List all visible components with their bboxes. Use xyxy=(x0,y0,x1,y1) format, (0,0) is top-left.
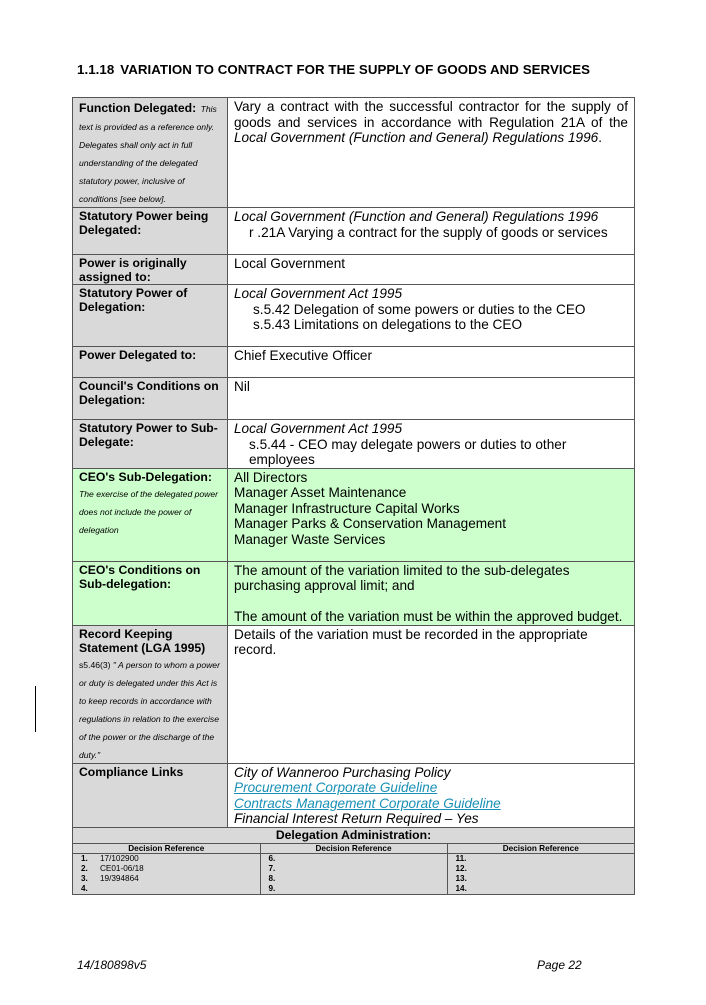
function-regulation: Local Government (Function and General) Regulations 1996 xyxy=(234,130,599,145)
council-conditions-label-cell xyxy=(73,378,228,420)
ceo-condition-2: The amount of the variation must be within the approved budget. xyxy=(234,609,623,624)
decision-value xyxy=(475,854,635,864)
sub-delegate-label: Statutory Power to Sub-Delegate: xyxy=(79,421,218,449)
sub-delegate-value xyxy=(228,420,635,469)
decision-value: CE01-06/18 xyxy=(100,864,144,873)
sub-delegate-item: All Directors xyxy=(234,469,308,485)
decision-number: 11. xyxy=(455,854,467,863)
procurement-guideline-link[interactable]: Procurement Corporate Guideline xyxy=(234,780,438,795)
delegation-administration-title: Delegation Administration: xyxy=(73,827,635,843)
ceo-conditions-label: CEO's Conditions on Sub-delegation: xyxy=(79,562,201,591)
decision-value: 17/102900 xyxy=(100,854,139,863)
page-number: Page 22 xyxy=(537,958,582,972)
delegated-to-label-cell xyxy=(73,347,228,378)
power-of-delegation-value xyxy=(228,285,635,347)
decision-value xyxy=(100,884,260,894)
paragraph-gap xyxy=(234,594,628,610)
originally-assigned-label-cell xyxy=(73,255,228,285)
delegated-to-value: Chief Executive Officer xyxy=(228,347,635,378)
originally-assigned-label: Power is originally assigned to: xyxy=(79,256,187,284)
decision-reference-header: Decision Reference xyxy=(73,844,260,855)
sub-delegate-label-cell xyxy=(73,420,228,469)
statutory-power-label-cell xyxy=(73,208,228,255)
row-power-of-delegation xyxy=(73,285,635,347)
decision-reference-header: Decision Reference xyxy=(261,844,447,855)
decision-value xyxy=(475,864,635,874)
function-delegated-value xyxy=(228,98,635,208)
decision-row xyxy=(448,854,635,864)
power-of-delegation-s542: s.5.42 Delegation of some powers or duties to the CEO xyxy=(253,301,586,317)
decision-row xyxy=(448,884,635,894)
row-admin-title xyxy=(73,827,635,843)
decision-value: 19/394864 xyxy=(100,874,139,883)
decision-number: 1. xyxy=(81,854,88,863)
row-delegated-to xyxy=(73,347,635,378)
row-council-conditions xyxy=(73,378,635,420)
decision-number: 4. xyxy=(81,884,88,893)
row-admin-references xyxy=(73,843,635,895)
section-number: 1.1.18 xyxy=(77,62,115,77)
decision-number: 7. xyxy=(268,864,276,873)
decision-number: 6. xyxy=(268,854,276,863)
function-delegated-note: This text is provided as a reference only. Delegates shall only act in full understanding of the delegated statutory power, inclusive of conditions [see below]. xyxy=(79,104,217,204)
council-conditions-value: Nil xyxy=(228,378,635,420)
row-originally-assigned xyxy=(73,255,635,285)
ceo-condition-1: The amount of the variation limited to the sub-delegates purchasing approval limit; and xyxy=(234,562,570,593)
decision-value xyxy=(475,874,635,884)
compliance-links-label-cell xyxy=(73,763,228,827)
power-of-delegation-act: Local Government Act 1995 xyxy=(234,286,403,301)
row-function-delegated xyxy=(73,98,635,208)
function-delegated-label-cell xyxy=(73,98,228,208)
decision-reference-table xyxy=(73,844,634,895)
decision-number: 9. xyxy=(268,884,276,893)
ceo-sub-delegation-label: CEO's Sub-Delegation: xyxy=(79,469,212,484)
power-of-delegation-s543: s.5.43 Limitations on delegations to the CEO xyxy=(253,317,523,332)
decision-number: 3. xyxy=(81,874,88,883)
record-keeping-label-cell xyxy=(73,625,228,763)
decision-value xyxy=(475,884,635,894)
council-conditions-label: Council's Conditions on Delegation: xyxy=(79,379,219,407)
ceo-sub-delegation-note: The exercise of the delegated power does not include the power of delegation xyxy=(79,488,219,535)
admin-references-cell xyxy=(73,843,635,895)
statutory-power-regulation: Local Government (Function and General) Regulations 1996 xyxy=(234,209,599,224)
section-heading xyxy=(77,62,590,77)
decision-row xyxy=(261,884,447,894)
originally-assigned-value: Local Government xyxy=(228,255,635,285)
decision-column-3 xyxy=(447,844,634,895)
record-keeping-section: s5.46(3) xyxy=(79,659,111,670)
row-record-keeping xyxy=(73,625,635,763)
row-compliance-links xyxy=(73,763,635,827)
statutory-power-label: Statutory Power being Delegated: xyxy=(79,209,209,237)
decision-value xyxy=(288,854,447,864)
decision-column-2 xyxy=(260,844,447,895)
compliance-links-value xyxy=(228,763,635,827)
ceo-conditions-value xyxy=(228,561,635,625)
decision-value xyxy=(288,874,447,884)
decision-reference-header: Decision Reference xyxy=(448,844,635,855)
decision-value xyxy=(288,864,447,874)
decision-row xyxy=(261,854,447,864)
ceo-sub-delegation-label-cell xyxy=(73,468,228,561)
decision-row xyxy=(261,864,447,874)
decision-row xyxy=(73,864,260,874)
sub-delegate-item: Manager Infrastructure Capital Works xyxy=(234,500,460,516)
decision-value xyxy=(288,884,447,894)
decision-row xyxy=(448,874,635,884)
row-sub-delegate xyxy=(73,420,635,469)
ceo-sub-delegation-value xyxy=(228,468,635,561)
decision-row xyxy=(448,864,635,874)
sub-delegate-item: Manager Asset Maintenance xyxy=(234,485,407,500)
compliance-links-label: Compliance Links xyxy=(79,764,184,779)
row-statutory-power xyxy=(73,208,635,255)
delegation-table xyxy=(72,97,635,895)
sub-delegate-s544: s.5.44 - CEO may delegate powers or duties to other employees xyxy=(249,436,567,467)
decision-number: 14. xyxy=(455,884,467,893)
power-of-delegation-label-cell xyxy=(73,285,228,347)
function-text: Vary a contract with the successful contractor for the supply of goods and services in accordance with Regulation 21A of the xyxy=(234,99,628,130)
statutory-power-value xyxy=(228,208,635,255)
record-keeping-note: " A person to whom a power or duty is delegated under this Act is to keep records in accordance with regulations in relation to the exercise of the power or the discharge of the duty." xyxy=(79,659,220,760)
decision-row xyxy=(261,874,447,884)
document-reference: 14/180898v5 xyxy=(77,958,147,972)
function-period: . xyxy=(598,130,603,145)
row-ceo-conditions xyxy=(73,561,635,625)
delegated-to-label: Power Delegated to: xyxy=(79,348,197,362)
purchasing-policy: City of Wanneroo Purchasing Policy xyxy=(234,764,451,780)
statutory-power-clause: r .21A Varying a contract for the supply of goods or services xyxy=(249,224,608,240)
sub-delegate-item: Manager Parks & Conservation Management xyxy=(234,516,507,531)
row-ceo-sub-delegation xyxy=(73,468,635,561)
decision-column-1 xyxy=(73,844,260,895)
section-title: VARIATION TO CONTRACT FOR THE SUPPLY OF GOODS AND SERVICES xyxy=(120,62,591,77)
record-keeping-value: Details of the variation must be recorded in the appropriate record. xyxy=(228,625,635,763)
ceo-conditions-label-cell xyxy=(73,561,228,625)
financial-interest-return: Financial Interest Return Required – Yes xyxy=(234,811,479,826)
contracts-guideline-link[interactable]: Contracts Management Corporate Guideline xyxy=(234,795,501,811)
decision-number: 8. xyxy=(268,874,276,883)
sub-delegate-act: Local Government Act 1995 xyxy=(234,421,403,436)
decision-row xyxy=(73,884,260,894)
sub-delegate-item: Manager Waste Services xyxy=(234,531,386,547)
change-bar xyxy=(35,686,36,732)
decision-row xyxy=(73,854,260,864)
decision-number: 13. xyxy=(455,874,467,883)
decision-number: 12. xyxy=(455,864,467,873)
function-delegated-label: Function Delegated: xyxy=(79,101,197,115)
record-keeping-label: Record Keeping Statement (LGA 1995) xyxy=(79,626,206,655)
decision-number: 2. xyxy=(81,864,88,873)
decision-row xyxy=(73,874,260,884)
power-of-delegation-label: Statutory Power of Delegation: xyxy=(79,286,188,314)
